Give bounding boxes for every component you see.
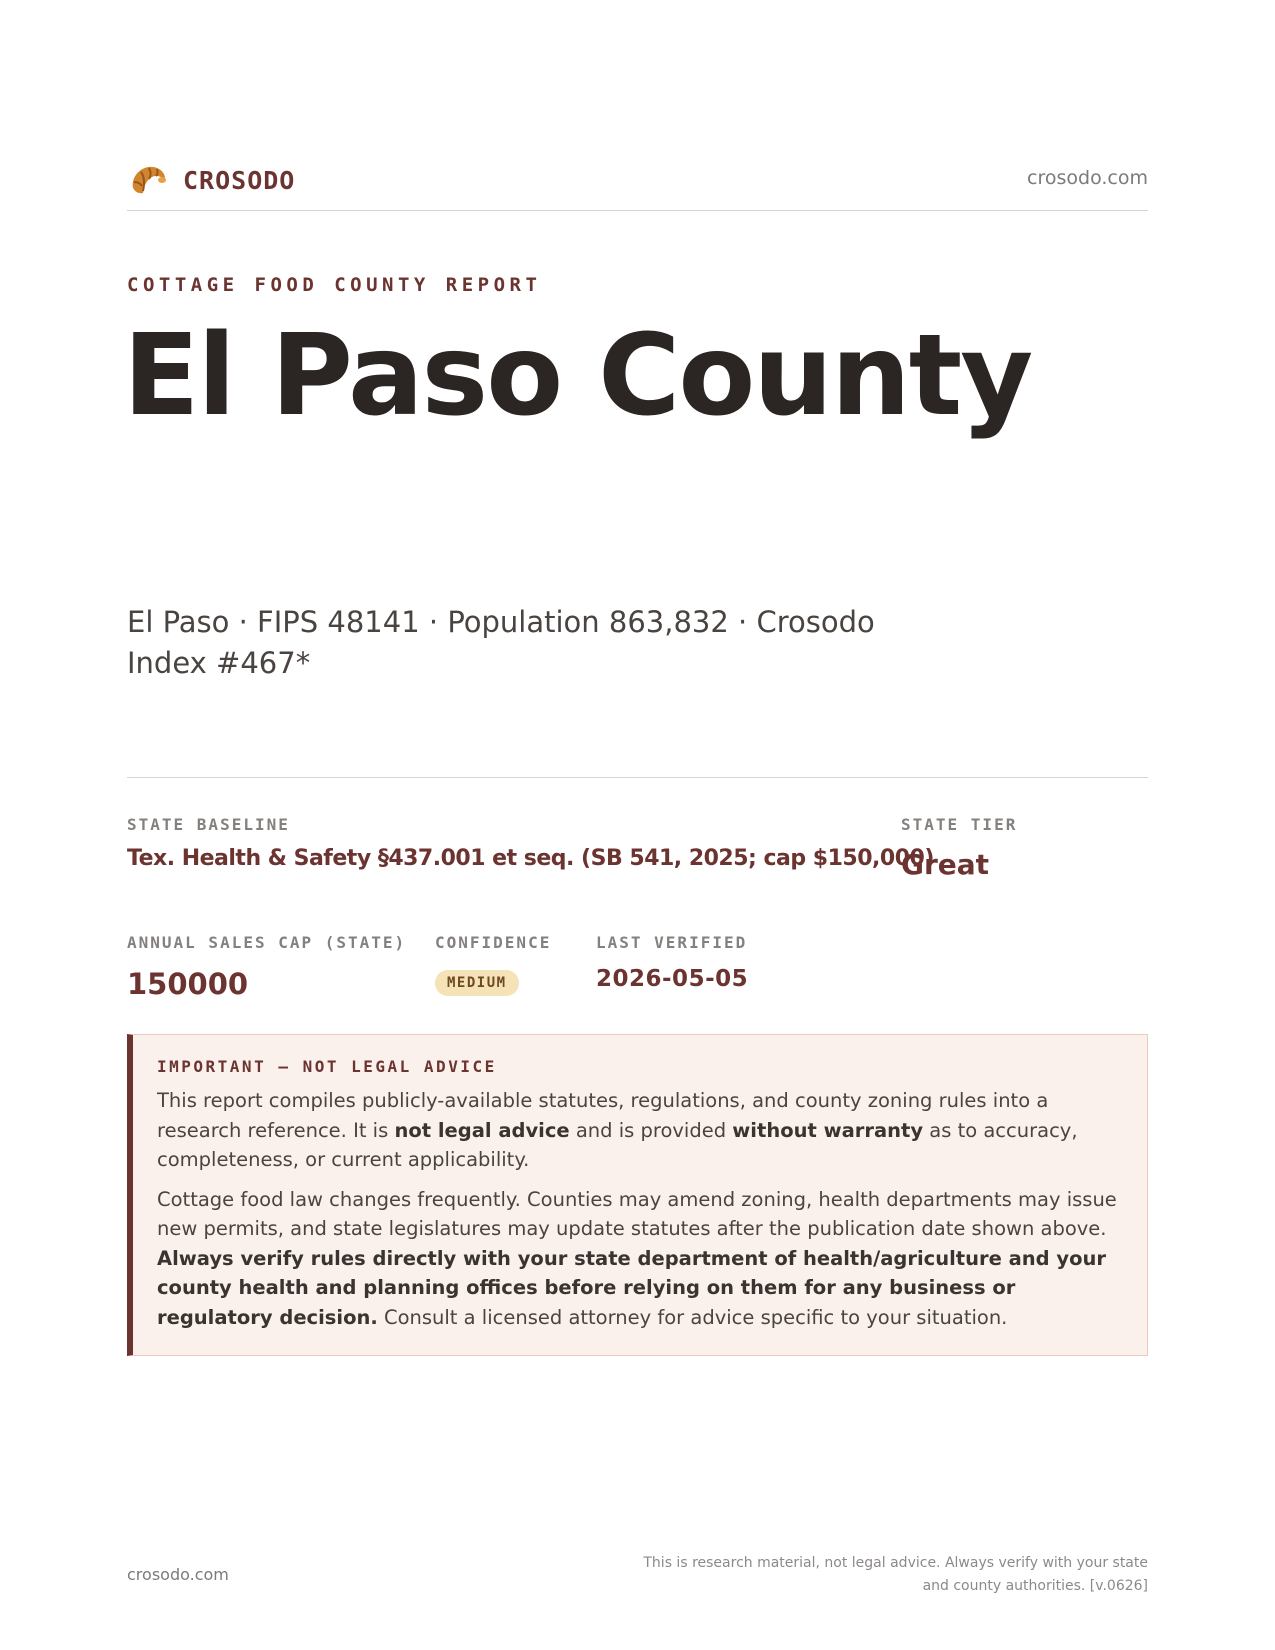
notice-emphasis: Always verify rules directly with your state department of health/agriculture and your county health and planning offices before relying on them for any business or regulatory decision. <box>157 1246 1107 1329</box>
state-baseline-label: STATE BASELINE <box>127 815 290 834</box>
croissant-icon <box>127 160 169 200</box>
footer-disclaimer: This is research material, not legal advice. Always verify with your state and county authorities. [v.0626] <box>643 1555 1148 1594</box>
notice-emphasis: not legal advice <box>394 1118 570 1142</box>
last-verified-value: 2026-05-05 <box>596 966 749 992</box>
report-page <box>123 0 1148 1650</box>
page-title: El Paso County <box>123 311 1032 441</box>
state-baseline-field <box>127 815 934 871</box>
notice-text: This report compiles publicly-available statutes, regulations, and county zoning rules into a research reference. It is <box>157 1089 1049 1142</box>
notice-text: Consult a licensed attorney for advice specific to your situation. <box>377 1305 1008 1329</box>
confidence-badge: MEDIUM <box>435 970 519 996</box>
legal-notice <box>127 1034 1148 1356</box>
divider <box>127 777 1148 778</box>
notice-text: and is provided <box>569 1118 733 1142</box>
state-baseline-value: Tex. Health & Safety §437.001 et seq. (SB 541, 2025; cap $150,000) <box>127 846 934 871</box>
report-eyebrow: COTTAGE FOOD COUNTY REPORT <box>127 274 542 296</box>
state-tier-field <box>901 815 1017 881</box>
notice-paragraph-2 <box>157 1185 1121 1333</box>
sales-cap-field <box>127 933 406 1001</box>
page-header <box>127 158 1148 211</box>
confidence-label: CONFIDENCE <box>435 933 552 952</box>
last-verified-label: LAST VERIFIED <box>596 933 748 952</box>
notice-text: Cottage food law changes frequently. Counties may amend zoning, health departments may issue new permits, and state legislatures may update statutes after the publication date shown above. <box>157 1187 1117 1240</box>
state-tier-label: STATE TIER <box>901 815 1018 834</box>
confidence-field <box>435 933 551 996</box>
brand[interactable] <box>127 160 295 200</box>
last-verified-field <box>596 933 748 992</box>
footer-url[interactable]: crosodo.com <box>127 1565 229 1584</box>
sales-cap-value: 150000 <box>127 967 249 1001</box>
site-url[interactable]: crosodo.com <box>1027 167 1148 189</box>
sales-cap-label: ANNUAL SALES CAP (STATE) <box>127 933 407 952</box>
notice-text: as to accuracy, completeness, or current applicability. <box>157 1118 1078 1171</box>
notice-label: IMPORTANT — NOT LEGAL ADVICE <box>157 1057 497 1076</box>
notice-emphasis: without warranty <box>732 1118 924 1142</box>
report-subtitle: El Paso · FIPS 48141 · Population 863,832 · Crosodo Index #467* <box>127 605 875 680</box>
state-tier-value: Great <box>901 848 990 881</box>
notice-paragraph-1 <box>157 1086 1121 1175</box>
brand-name: CROSODO <box>183 165 296 195</box>
